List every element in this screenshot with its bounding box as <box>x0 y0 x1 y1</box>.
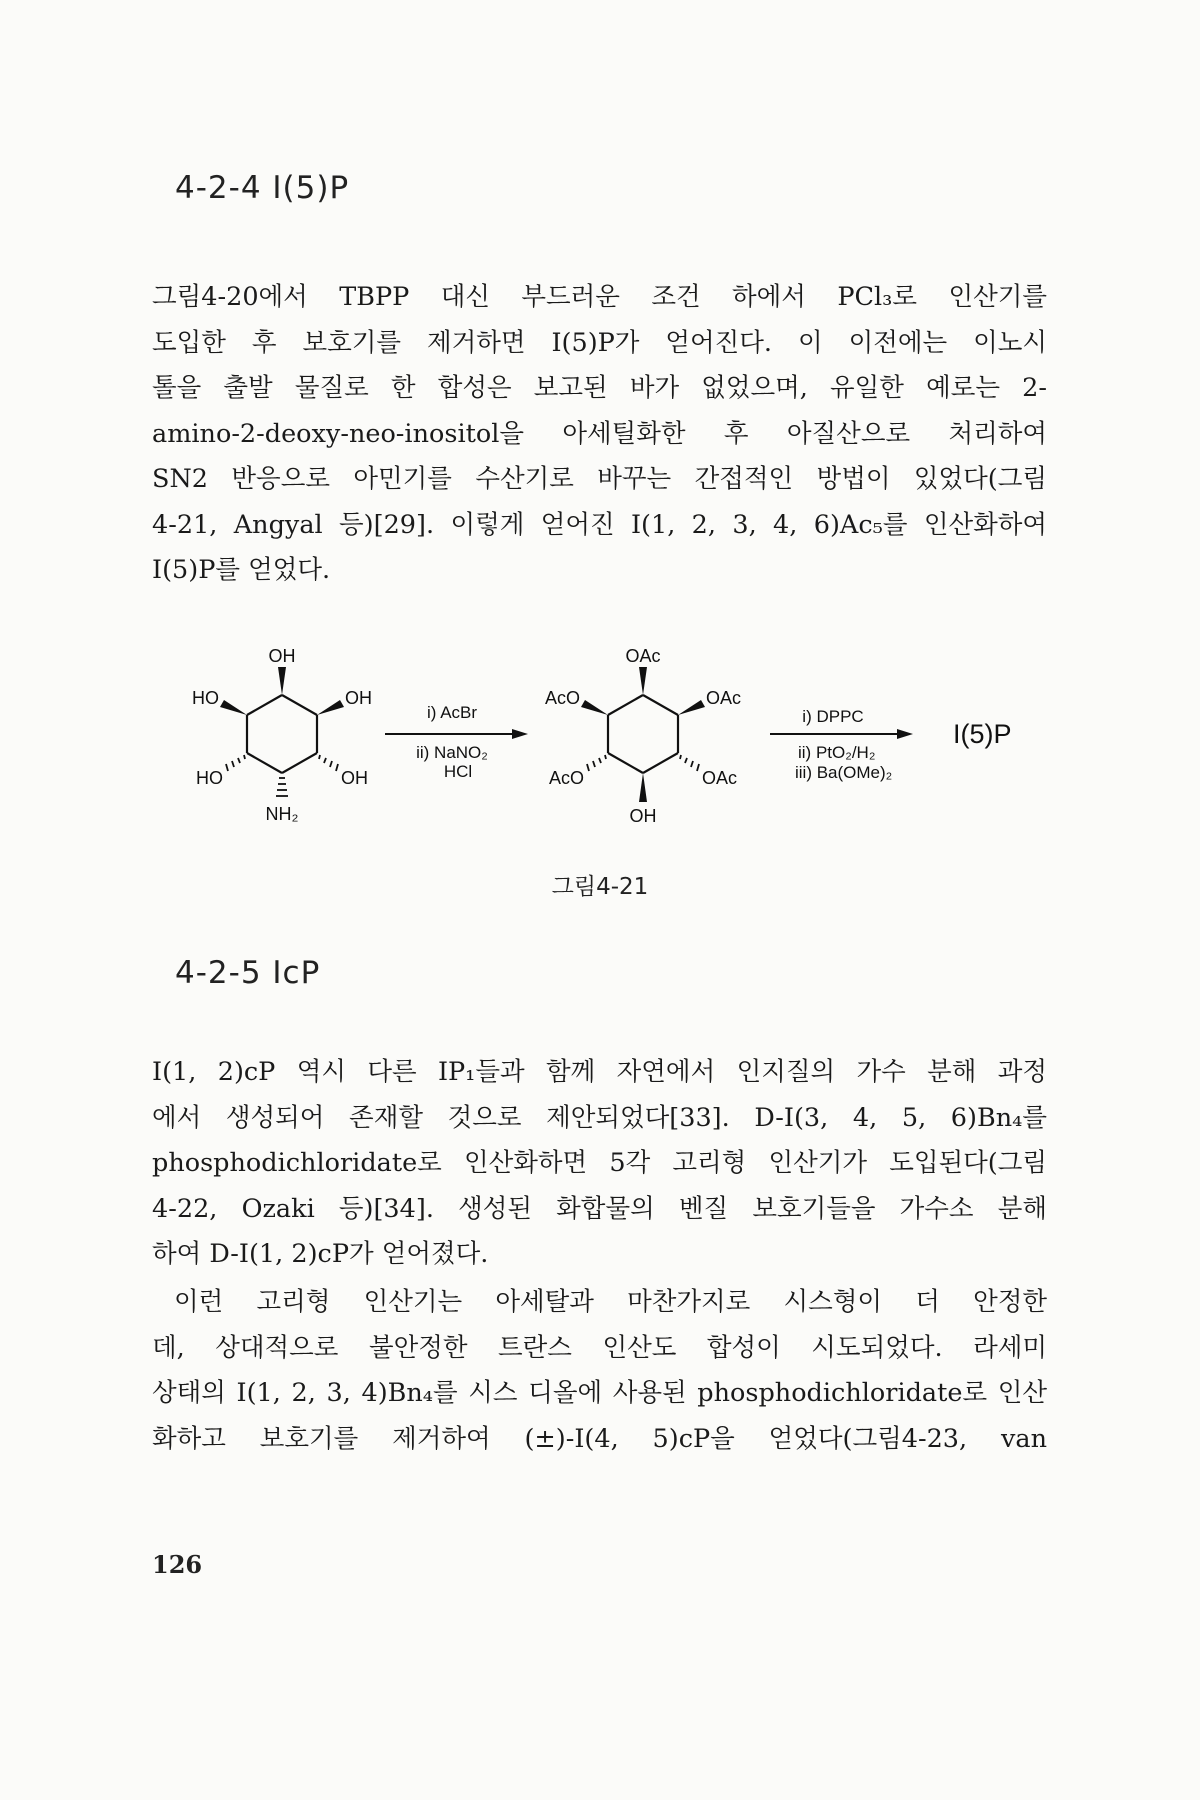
product-label: I(5)P <box>953 719 1012 749</box>
reagent-label: iii) Ba(OMe)₂ <box>795 763 893 782</box>
hash-bond <box>587 755 699 771</box>
section-paragraph-icp-2 <box>152 1280 1047 1462</box>
paragraph-line: I(1, 2)cP 역시 다른 IP₁들과 함께 자연에서 인지질의 가수 분해 과정 <box>152 1057 1047 1087</box>
label-oac: OAc <box>706 688 742 708</box>
paragraph-line: 상태의 I(1, 2, 3, 4)Bn₄를 시스 디올에 사용된 phosphodichloridate로 인산 <box>152 1378 1047 1408</box>
page-number: 126 <box>152 1550 203 1579</box>
reaction-scheme <box>0 640 1200 860</box>
label-ho: HO <box>196 768 223 788</box>
label-oh: OH <box>629 806 657 826</box>
figure-caption: 그림4-21 <box>551 874 649 900</box>
label-nh2: NH₂ <box>265 804 299 824</box>
paragraph-line: 화하고 보호기를 제거하여 (±)-I(4, 5)cP을 얻었다(그림4-23, van <box>152 1423 1047 1454</box>
section-heading-icp: 4-2-5 IcP <box>175 955 321 991</box>
wedge-bond <box>639 667 647 695</box>
reagent-label: i) AcBr <box>426 703 478 722</box>
hash-bond <box>226 755 338 796</box>
paragraph-line: I(5)P를 얻었다. <box>152 555 331 585</box>
paragraph-line: 이런 고리형 인산기는 아세탈과 마찬가지로 시스형이 더 안정한 <box>174 1287 1047 1317</box>
arrow-head <box>512 729 528 739</box>
paragraph-line: 그림4-20에서 TBPP 대신 부드러운 조건 하에서 PCl₃로 인산기를 <box>152 282 1047 312</box>
paragraph-line: phosphodichloridate로 인산화하면 5각 고리형 인산기가 도입된다(그림 <box>152 1148 1047 1178</box>
reagent-label: i) DPPC <box>802 707 864 726</box>
paragraph-line: 데, 상대적으로 불안정한 트란스 인산도 합성이 시도되었다. 라세미 <box>152 1332 1047 1363</box>
wedge-bond <box>220 700 247 715</box>
label-oac: OAc <box>625 646 661 666</box>
reagent-label: HCl <box>443 762 473 781</box>
arrow-head <box>897 729 913 739</box>
wedge-bond <box>678 700 705 715</box>
wedge-bond <box>278 667 286 695</box>
label-aco: AcO <box>548 768 584 788</box>
label-oh: OH <box>268 646 296 666</box>
paragraph-line: 4-22, Ozaki 등)[34]. 생성된 화합물의 벤질 보호기들을 가수소 분해 <box>152 1193 1047 1224</box>
label-oh: OH <box>341 768 368 788</box>
paragraph-line: 하여 D-I(1, 2)cP가 얻어졌다. <box>152 1239 489 1269</box>
paragraph-line: amino-2-deoxy-neo-inositol을 아세틸화한 후 아질산으로 처리하여 <box>152 418 1047 449</box>
section-heading-i5p: 4-2-4 I(5)P <box>175 170 350 206</box>
wedge-bond <box>639 773 647 802</box>
paragraph-line: 도입한 후 보호기를 제거하면 I(5)P가 얻어진다. 이 이전에는 이노시 <box>152 327 1047 358</box>
reagent-label: ii) NaNO₂ <box>416 743 488 762</box>
intermediate-structure <box>608 695 678 773</box>
paragraph-line: 톨을 출발 물질로 한 합성은 보고된 바가 없었으며, 유일한 예로는 2- <box>152 373 1047 403</box>
paragraph-line: 4-21, Angyal 등)[29]. 이렇게 얻어진 I(1, 2, 3, 4, 6)Ac₅를 인산화하여 <box>152 509 1047 540</box>
reagent-label: ii) PtO₂/H₂ <box>798 743 876 762</box>
label-aco: AcO <box>544 688 580 708</box>
wedge-bond <box>581 700 608 715</box>
section-paragraph-icp-1 <box>152 1050 1047 1278</box>
paragraph-line: 에서 생성되어 존재할 것으로 제안되었다[33]. D-I(3, 4, 5, 6)Bn₄를 <box>152 1102 1047 1133</box>
reactant-structure <box>247 695 317 773</box>
section-paragraph-i5p <box>152 275 1047 594</box>
wedge-bond <box>317 700 344 715</box>
label-oh: OH <box>345 688 372 708</box>
paragraph-line: SN2 반응으로 아민기를 수산기로 바꾸는 간접적인 방법이 있었다(그림 <box>152 464 1047 494</box>
label-oac: OAc <box>702 768 738 788</box>
label-ho: HO <box>192 688 219 708</box>
